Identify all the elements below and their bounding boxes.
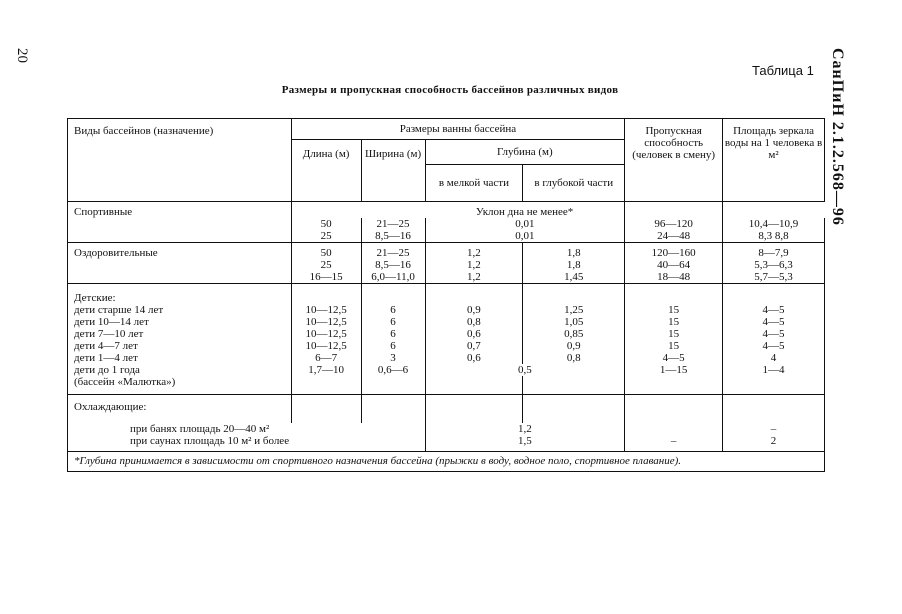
table-cell: – <box>625 435 723 452</box>
header-dims: Размеры ванны бассейна <box>291 119 625 140</box>
header-shallow: в мелкой части <box>425 165 523 202</box>
table-cell: 1,25 <box>523 304 625 316</box>
table-cell: 0,6 <box>425 352 523 364</box>
section-health: Оздоровительные <box>68 243 292 260</box>
table-cell: 10,4—10,9 <box>723 218 825 230</box>
table-cell: 6 <box>361 304 425 316</box>
header-capacity: Пропускная способность (человек в смену) <box>625 119 723 202</box>
table-cell: 6 <box>361 340 425 352</box>
section-sports: Спортивные <box>68 202 292 219</box>
table-cell: 1,8 <box>523 259 625 271</box>
table-cell: 0,6—6 <box>361 364 425 376</box>
table-cell: 1,05 <box>523 316 625 328</box>
table-cell: 25 <box>291 230 361 243</box>
document-code: СанПиН 2.1.2.568—96 <box>829 48 846 226</box>
header-type: Виды бассейнов (назначение) <box>68 119 292 202</box>
table-cell: 5,7—5,3 <box>723 271 825 284</box>
table-cell: 10—12,5 <box>291 340 361 352</box>
table-cell: дети 1—4 лет <box>68 352 292 364</box>
table-cell: дети старше 14 лет <box>68 304 292 316</box>
table-cell: 5,3—6,3 <box>723 259 825 271</box>
table-cell: 4—5 <box>723 316 825 328</box>
header-deep: в глубокой части <box>523 165 625 202</box>
table-cell: при саунах площадь 10 м² и более <box>68 435 426 452</box>
footnote: *Глубина принимается в зависимости от спортивного назначения бассейна (прыжки в воду, водное поло, спортивное плавание). <box>68 452 825 472</box>
slope-note: Уклон дна не менее* <box>475 206 574 218</box>
table-cell: 0,8 <box>425 316 523 328</box>
table-cell: 4 <box>723 352 825 364</box>
table-cell: дети до 1 года <box>68 364 292 376</box>
table-cell: дети 4—7 лет <box>68 340 292 352</box>
table-cell: 120—160 <box>625 243 723 260</box>
table-cell <box>625 423 723 435</box>
table-cell: 8,5—16 <box>361 259 425 271</box>
table-cell: 96—120 <box>625 218 723 230</box>
header-depth: Глубина (м) <box>425 140 625 165</box>
table-cell: 50 <box>291 243 361 260</box>
table-cell: 2 <box>723 435 825 452</box>
table-cell: 10—12,5 <box>291 316 361 328</box>
table-cell: 1,45 <box>523 271 625 284</box>
table-cell: 6—7 <box>291 352 361 364</box>
table-cell: 1,5 <box>425 435 625 452</box>
table-cell: 18—48 <box>625 271 723 284</box>
table-cell: 10—12,5 <box>291 328 361 340</box>
header-length: Длина (м) <box>291 140 361 202</box>
table-cell: 15 <box>625 328 723 340</box>
header-area: Площадь зеркала воды на 1 человека в м² <box>723 119 825 202</box>
table-cell: 21—25 <box>361 243 425 260</box>
table-cell: 0,9 <box>425 304 523 316</box>
page-number: 20 <box>14 48 30 63</box>
table-cell: 6 <box>361 316 425 328</box>
table-cell: 21—25 <box>361 218 425 230</box>
table-cell: (бассейн «Малютка») <box>68 376 292 395</box>
table-cell: 15 <box>625 340 723 352</box>
section-children: Детские: <box>68 284 292 305</box>
table-cell: 1,2 <box>425 259 523 271</box>
table-cell: 4—5 <box>723 328 825 340</box>
table-cell: 0,6 <box>425 328 523 340</box>
table-cell: 40—64 <box>625 259 723 271</box>
table-cell: 50 <box>291 218 361 230</box>
table-cell: 10—12,5 <box>291 304 361 316</box>
table-cell: 16—15 <box>291 271 361 284</box>
table-cell: 4—5 <box>723 340 825 352</box>
table-cell: 25 <box>291 259 361 271</box>
table-cell: при банях площадь 20—40 м² <box>68 423 426 435</box>
table-title: Размеры и пропускная способность бассейнов различных видов <box>281 84 619 96</box>
table-cell: 3 <box>361 352 425 364</box>
table-cell: 15 <box>625 316 723 328</box>
table-cell: 0,9 <box>523 340 625 352</box>
table-cell: дети 10—14 лет <box>68 316 292 328</box>
table-cell: 1—15 <box>625 364 723 376</box>
table-cell: 0,85 <box>523 328 625 340</box>
table-cell: 8,5—16 <box>361 230 425 243</box>
header-width: Ширина (м) <box>361 140 425 202</box>
table-cell: 24—48 <box>625 230 723 243</box>
table-cell: 0,5 <box>425 364 625 376</box>
table-cell: 8,3 8,8 <box>723 230 825 243</box>
table-cell: 4—5 <box>625 352 723 364</box>
pool-table <box>67 118 825 472</box>
table-cell: 1,2 <box>425 243 523 260</box>
table-cell: 1,8 <box>523 243 625 260</box>
table-cell: 1,2 <box>425 271 523 284</box>
table-cell: 1,2 <box>425 423 625 435</box>
section-cooling: Охлаждающие: <box>68 395 292 424</box>
table-cell: дети 7—10 лет <box>68 328 292 340</box>
table-cell: 1—4 <box>723 364 825 376</box>
table-cell: 4—5 <box>723 304 825 316</box>
table-cell: 6,0—11,0 <box>361 271 425 284</box>
table-cell: 1,7—10 <box>291 364 361 376</box>
table-label: Таблица 1 <box>752 63 814 78</box>
table-cell: – <box>723 423 825 435</box>
table-cell: 0,8 <box>523 352 625 364</box>
table-cell: 15 <box>625 304 723 316</box>
table-cell: 8—7,9 <box>723 243 825 260</box>
table-cell: 0,01 <box>425 230 625 243</box>
table-cell: 0,01 <box>425 218 625 230</box>
table-cell: 0,7 <box>425 340 523 352</box>
table-cell: 6 <box>361 328 425 340</box>
